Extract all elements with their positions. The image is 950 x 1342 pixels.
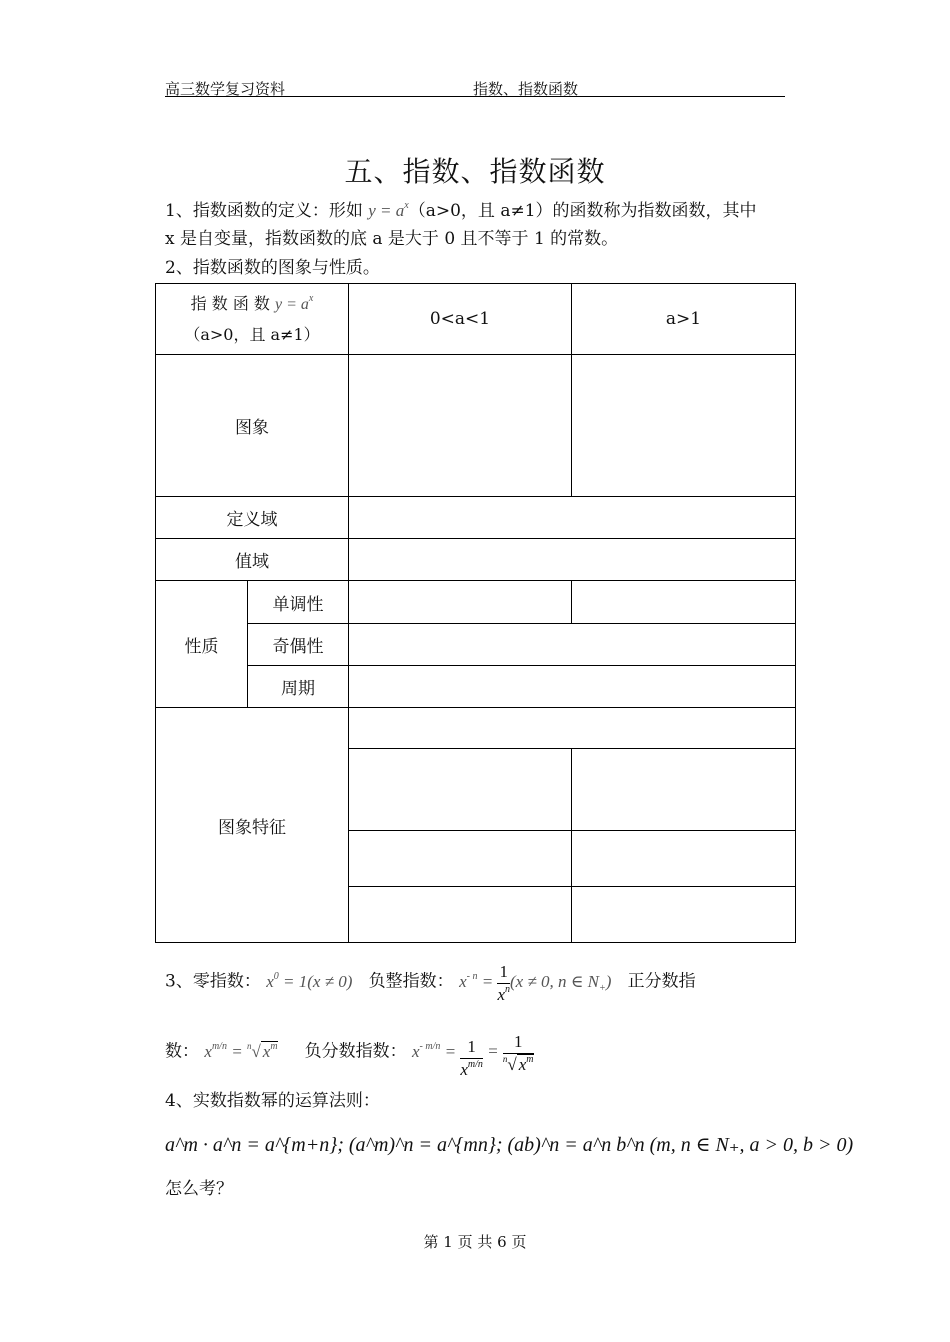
row-label-range: 值域 — [156, 539, 349, 581]
nf-numerator-2: 1 — [503, 1031, 534, 1054]
cell-feature-3a — [349, 831, 572, 887]
exponent-rules-line-1 — [165, 958, 696, 1006]
row-label-props: 性质 — [156, 581, 248, 708]
sub-label-mono: 单调性 — [248, 581, 349, 624]
label-positive-fraction-cont: 数： — [165, 1041, 199, 1062]
neg-numerator: 1 — [497, 961, 510, 984]
section-2-heading: 2、指数函数的图象与性质。 — [165, 258, 380, 278]
table-row — [156, 708, 796, 749]
nf-den-exp: m/n — [467, 1059, 483, 1070]
question-text: 怎么考？ — [165, 1179, 233, 1199]
section-4-heading: 4、实数指数幂的运算法则： — [165, 1091, 380, 1111]
neg-exp: - n — [466, 970, 478, 982]
page-title: 五、指数、指数函数 — [344, 155, 606, 188]
table-row — [156, 284, 796, 355]
cell-feature-4a — [349, 887, 572, 943]
label-negative-exponent: 负整指数： — [368, 971, 454, 992]
label-negative-fraction: 负分数指数： — [304, 1041, 407, 1062]
cell-domain — [349, 497, 796, 539]
nf-den-base: x — [460, 1060, 468, 1079]
definition-suffix: （a>0，且 a≠1）的函数称为指数函数，其中 — [408, 201, 757, 221]
nf-base: x — [412, 1041, 420, 1061]
zero-exponent-formula — [266, 972, 352, 991]
table-row — [156, 497, 796, 539]
neg-eq: = — [477, 971, 498, 991]
pos-base: x — [204, 1041, 212, 1061]
page-footer: 第 1 页 共 6 页 — [423, 1233, 527, 1251]
head-formula — [275, 292, 314, 313]
nf-numerator: 1 — [460, 1036, 483, 1059]
neg-cond-sub: + — [598, 982, 606, 994]
row-label-graph: 图象 — [156, 355, 349, 497]
cell-mono-1 — [349, 581, 572, 624]
neg-base: x — [459, 971, 467, 991]
sub-label-parity: 奇偶性 — [248, 624, 349, 666]
neg-denominator — [497, 984, 510, 1009]
head-condition: （a>0，且 a≠1） — [184, 324, 320, 344]
head-line-1 — [156, 290, 348, 321]
head-formula-exp: x — [308, 292, 314, 304]
label-zero-exponent: 3、零指数： — [165, 971, 261, 992]
nf-rad-base: x — [518, 1055, 527, 1074]
pos-exp: m/n — [211, 1040, 227, 1052]
definition-line-1 — [165, 197, 757, 228]
properties-table — [155, 283, 796, 943]
neg-cond-end: ) — [605, 971, 612, 991]
neg-den-exp: n — [505, 984, 510, 995]
cell-feature-4b — [572, 887, 796, 943]
table-row — [156, 624, 796, 666]
nf-denominator — [460, 1059, 483, 1084]
cell-feature-2a — [349, 749, 572, 831]
definition-line-2: x 是自变量，指数函数的底 a 是大于 0 且不等于 1 的常数。 — [165, 229, 619, 249]
pos-eq: = — [226, 1041, 247, 1061]
neg-den-base: x — [497, 985, 505, 1004]
header-center: 指数、指数函数 — [473, 80, 579, 98]
table-row — [156, 355, 796, 497]
formula-exp: x — [404, 200, 409, 211]
nf-radicand — [517, 1054, 534, 1074]
table-row — [156, 666, 796, 708]
cell-feature-3b — [572, 831, 796, 887]
definition-prefix: 1、指数函数的定义：形如 — [165, 201, 363, 221]
row-label-domain: 定义域 — [156, 497, 349, 539]
cell-parity — [349, 624, 796, 666]
power-rules-formula: a^m · a^n = a^{m+n}; (a^m)^n = a^{mn}; (ab)^n = a^n b^n (m, n ∈ N₊, a > 0, b > 0) — [165, 1134, 854, 1156]
sub-label-period: 周期 — [248, 666, 349, 708]
pos-radicand — [261, 1041, 278, 1061]
nf-root-index: n — [502, 1054, 508, 1064]
header-rule — [165, 96, 785, 97]
table-row — [156, 539, 796, 581]
header-left: 高三数学复习资料 — [165, 80, 286, 98]
nf-eq: = — [440, 1041, 461, 1061]
row-label-features: 图象特征 — [156, 708, 349, 943]
zero-base: x — [266, 971, 274, 991]
definition-formula — [368, 201, 408, 220]
negative-fraction-formula — [412, 1042, 460, 1061]
cell-graph-1 — [349, 355, 572, 497]
cell-feature-2b — [572, 749, 796, 831]
positive-fraction-formula: $x^{m/n} = ^n√$ $x^m$ — [204, 1040, 278, 1061]
cell-range — [349, 539, 796, 581]
nf-fraction-1 — [460, 1036, 483, 1084]
exponent-rules-line-2 — [165, 1028, 534, 1079]
label-positive-fraction: 正分数指 — [627, 971, 696, 992]
pos-rad-base: x — [262, 1041, 271, 1061]
head-label: 指 数 函 数 — [190, 293, 270, 313]
nf-exp: - m/n — [419, 1040, 441, 1052]
negative-exponent-formula — [459, 972, 497, 991]
cell-graph-2 — [572, 355, 796, 497]
neg-cond: (x ≠ 0, n ∈ N — [510, 971, 599, 991]
nf-denominator-2: $^n$√ $x^m$ — [502, 1054, 534, 1074]
col-header-a-gt-1: a>1 — [572, 284, 796, 355]
cell-mono-2 — [572, 581, 796, 624]
pos-root-index: n — [246, 1040, 252, 1051]
nf-fraction-2 — [503, 1031, 534, 1079]
head-formula-base: y = a — [275, 295, 309, 313]
table-row — [156, 581, 796, 624]
col-header-0-a-1: 0<a<1 — [349, 284, 572, 355]
table-head-cell — [156, 284, 349, 355]
nf-rad-exp: m — [526, 1054, 534, 1065]
formula-base: y = a — [368, 201, 405, 220]
neg-fraction — [497, 961, 510, 1009]
zero-rest: = 1(x ≠ 0) — [278, 971, 353, 991]
pos-rad-exp: m — [270, 1040, 278, 1052]
cell-period — [349, 666, 796, 708]
nf-eq2: = — [482, 1041, 503, 1061]
neg-condition — [510, 971, 612, 994]
zero-exp: 0 — [273, 970, 279, 982]
cell-feature-1 — [349, 708, 796, 749]
